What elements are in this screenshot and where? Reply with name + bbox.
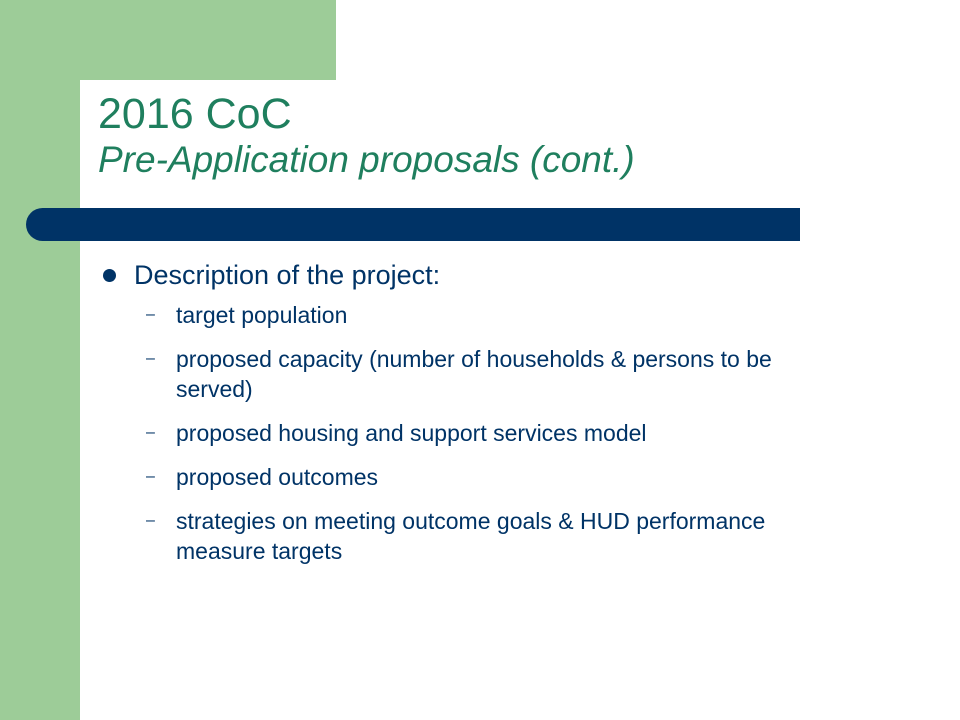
title-divider-bar bbox=[26, 208, 800, 241]
list-item bbox=[100, 300, 860, 330]
dash-icon: – bbox=[146, 512, 155, 529]
main-bullet-text: Description of the project: bbox=[134, 260, 441, 290]
list-item bbox=[100, 462, 860, 492]
sub-bullet-list bbox=[100, 300, 860, 566]
list-item bbox=[100, 506, 860, 566]
dash-icon: – bbox=[146, 350, 155, 367]
list-item-text: proposed capacity (number of households & persons to be served) bbox=[176, 346, 772, 402]
dash-icon: – bbox=[146, 468, 155, 485]
list-item-text: strategies on meeting outcome goals & HUD performance measure targets bbox=[176, 508, 766, 564]
list-item-text: target population bbox=[176, 302, 348, 328]
dash-icon: – bbox=[146, 424, 155, 441]
slide-title bbox=[98, 90, 858, 182]
title-line-2: Pre-Application proposals (cont.) bbox=[98, 139, 635, 180]
main-bullet bbox=[100, 256, 860, 294]
top-green-block bbox=[80, 0, 336, 80]
slide-content bbox=[100, 256, 860, 580]
dash-icon: – bbox=[146, 306, 155, 323]
bullet-dot-icon bbox=[103, 269, 116, 282]
left-green-strip bbox=[0, 0, 80, 720]
list-item-text: proposed outcomes bbox=[176, 464, 379, 490]
list-item bbox=[100, 418, 860, 448]
list-item bbox=[100, 344, 860, 404]
list-item-text: proposed housing and support services model bbox=[176, 420, 647, 446]
title-line-1: 2016 CoC bbox=[98, 90, 292, 138]
